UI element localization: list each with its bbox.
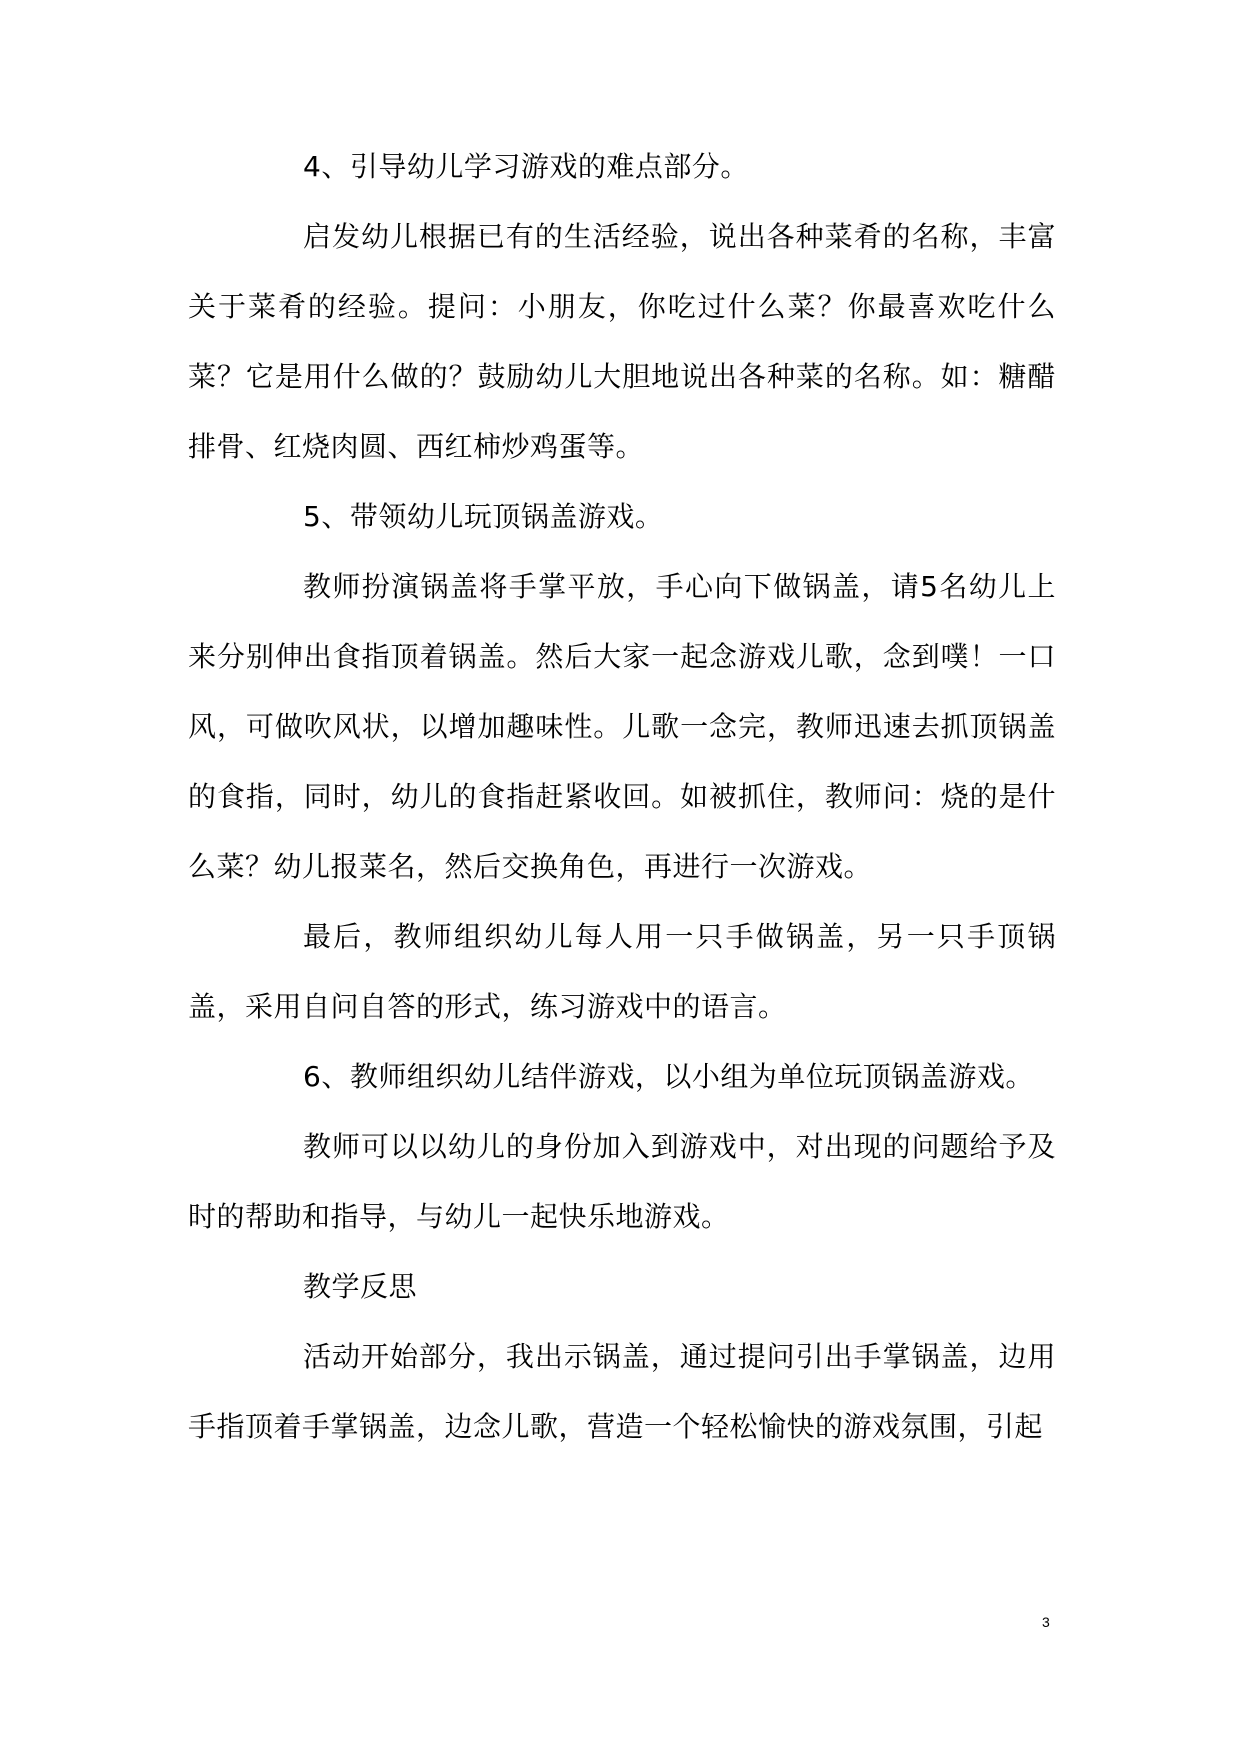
paragraph-step-6-heading: 6、教师组织幼儿结伴游戏，以小组为单位玩顶锅盖游戏。	[303, 1060, 1034, 1093]
paragraph-step-5-heading: 5、带领幼儿玩顶锅盖游戏。	[303, 500, 664, 533]
paragraph-step-5-body: 教师扮演锅盖将手掌平放，手心向下做锅盖，请5名幼儿上来分别伸出食指顶着锅盖。然后大家一起念游戏儿歌，念到噗！一口风，可做吹风状，以增加趣味性。儿歌一念完，教师迅速去抓顶锅盖的食指，同时，幼儿的食指赶紧收回。如被抓住，教师问：烧的是什么菜？幼儿报菜名，然后交换角色，再进行一次游戏。	[188, 570, 1056, 883]
paragraph-step-6-body: 教师可以以幼儿的身份加入到游戏中，对出现的问题给予及时的帮助和指导，与幼儿一起快乐地游戏。	[188, 1130, 1056, 1233]
paragraph-step-5-closing: 最后，教师组织幼儿每人用一只手做锅盖，另一只手顶锅盖，采用自问自答的形式，练习游戏中的语言。	[188, 920, 1056, 1023]
document-body	[188, 132, 1056, 1462]
paragraph-step-4-body: 启发幼儿根据已有的生活经验，说出各种菜肴的名称，丰富关于菜肴的经验。提问：小朋友，你吃过什么菜？你最喜欢吃什么菜？它是用什么做的？鼓励幼儿大胆地说出各种菜的名称。如：糖醋排骨、红烧肉圆、西红柿炒鸡蛋等。	[188, 220, 1056, 463]
paragraph-reflection-body: 活动开始部分，我出示锅盖，通过提问引出手掌锅盖，边用手指顶着手掌锅盖，边念儿歌，营造一个轻松愉快的游戏氛围，引起	[188, 1340, 1056, 1443]
paragraph-step-4-heading: 4、引导幼儿学习游戏的难点部分。	[303, 150, 749, 183]
section-title-reflection: 教学反思	[303, 1270, 418, 1303]
page-number: 3	[1042, 1614, 1050, 1630]
